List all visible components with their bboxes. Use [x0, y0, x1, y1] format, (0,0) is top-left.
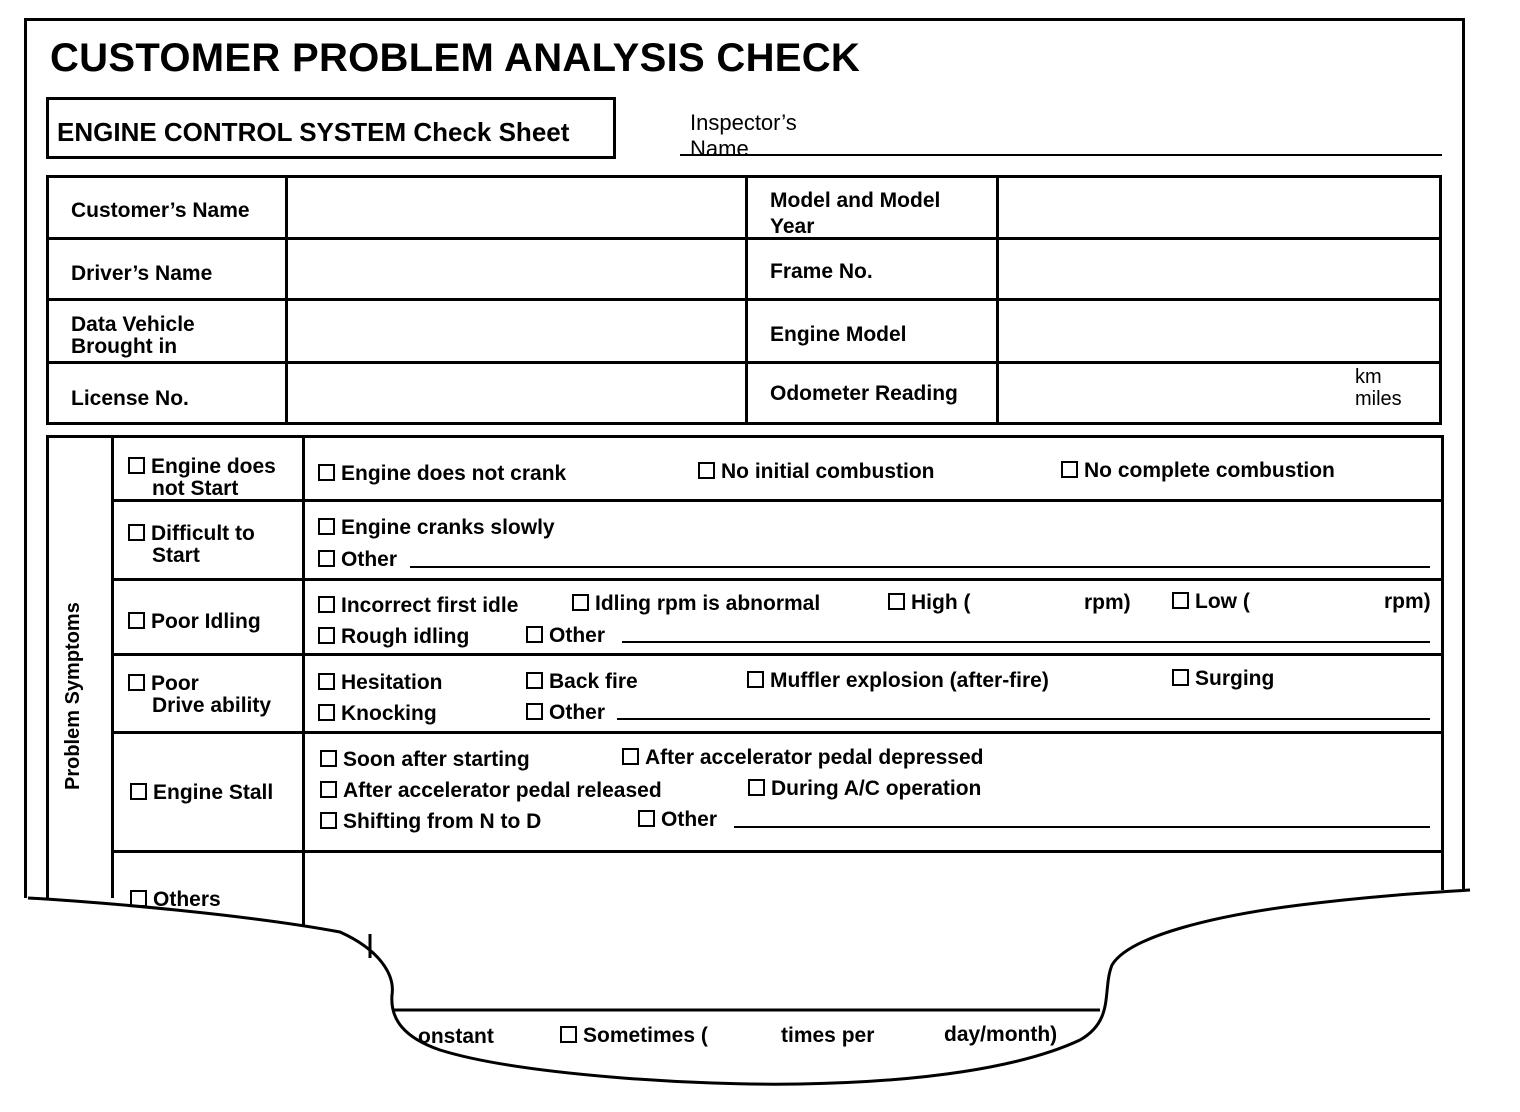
inspector-label-line2: Name	[690, 136, 749, 161]
option-sometimes[interactable]	[560, 1024, 708, 1048]
option-label: Engine does not crank	[341, 462, 567, 485]
low-rpm-unit: rpm)	[1384, 590, 1431, 613]
problem-symptoms-label: Problem Symptoms	[62, 602, 84, 790]
page-title: CUSTOMER PROBLEM ANALYSIS CHECK	[50, 36, 861, 80]
option-label: Surging	[1195, 667, 1275, 690]
option-label: Back fire	[549, 670, 638, 693]
data-vehicle-label-l1: Data Vehicle	[71, 313, 195, 336]
odometer-label: Odometer Reading	[770, 382, 958, 405]
option-label: Idling rpm is abnormal	[595, 592, 821, 615]
driver-name-label: Driver’s Name	[71, 262, 213, 285]
drive-label-l2: Drive ability	[152, 694, 272, 717]
option-label: Shifting from N to D	[343, 810, 542, 833]
engine-model-label: Engine Model	[770, 323, 907, 346]
model-year-label-l1: Model and Model	[770, 189, 941, 212]
inspector-label-line1: Inspector’s	[690, 110, 797, 135]
option-label: Engine cranks slowly	[341, 516, 555, 539]
option-label: Muffler explosion (after-fire)	[770, 669, 1049, 692]
option-label: After accelerator pedal released	[343, 779, 662, 802]
data-vehicle-label-l2: Brought in	[71, 335, 178, 358]
option-label: No initial combustion	[721, 460, 935, 483]
day-month-label: day/month)	[944, 1023, 1058, 1046]
poor-idling-label: Poor Idling	[151, 610, 261, 633]
odometer-unit-km: km	[1355, 366, 1382, 388]
option-label: No complete combustion	[1084, 459, 1335, 482]
license-no-label: License No.	[71, 387, 189, 410]
others-label: Others	[153, 888, 221, 911]
frame-no-label: Frame No.	[770, 260, 873, 283]
option-label: Other	[549, 701, 606, 724]
times-per-label: times per	[781, 1024, 875, 1047]
model-year-label-l2: Year	[770, 215, 815, 238]
option-constant[interactable]: onstant	[418, 1025, 494, 1048]
option-label: During A/C operation	[771, 777, 982, 800]
option-label: Incorrect first idle	[341, 594, 519, 617]
option-label: Low (	[1195, 590, 1250, 613]
option-label: Hesitation	[341, 671, 443, 694]
engine-stall-label: Engine Stall	[153, 781, 274, 804]
high-rpm-unit: rpm)	[1084, 591, 1131, 614]
drive-label-l1: Poor	[151, 672, 199, 695]
difficult-label-l2: Start	[152, 544, 200, 567]
option-label: Other	[341, 548, 398, 571]
option-label: After accelerator pedal depressed	[645, 746, 984, 769]
checkbox[interactable]	[560, 1026, 577, 1043]
odometer-unit-miles: miles	[1355, 388, 1402, 410]
option-label: Rough idling	[341, 625, 470, 648]
option-label: Other	[549, 624, 606, 647]
no-start-label-l2: not Start	[152, 477, 239, 500]
option-label: High (	[911, 591, 971, 614]
option-label: Soon after starting	[343, 748, 530, 771]
option-label: Other	[661, 808, 718, 831]
no-start-label-l1: Engine does	[151, 455, 276, 478]
customer-name-label: Customer’s Name	[71, 199, 250, 222]
option-label: Sometimes (	[583, 1024, 708, 1047]
difficult-label-l1: Difficult to	[151, 522, 255, 545]
option-label: Knocking	[341, 702, 437, 725]
sheet-name-box: ENGINE CONTROL SYSTEM Check Sheet	[46, 97, 616, 159]
torn-fill	[0, 890, 1520, 1112]
